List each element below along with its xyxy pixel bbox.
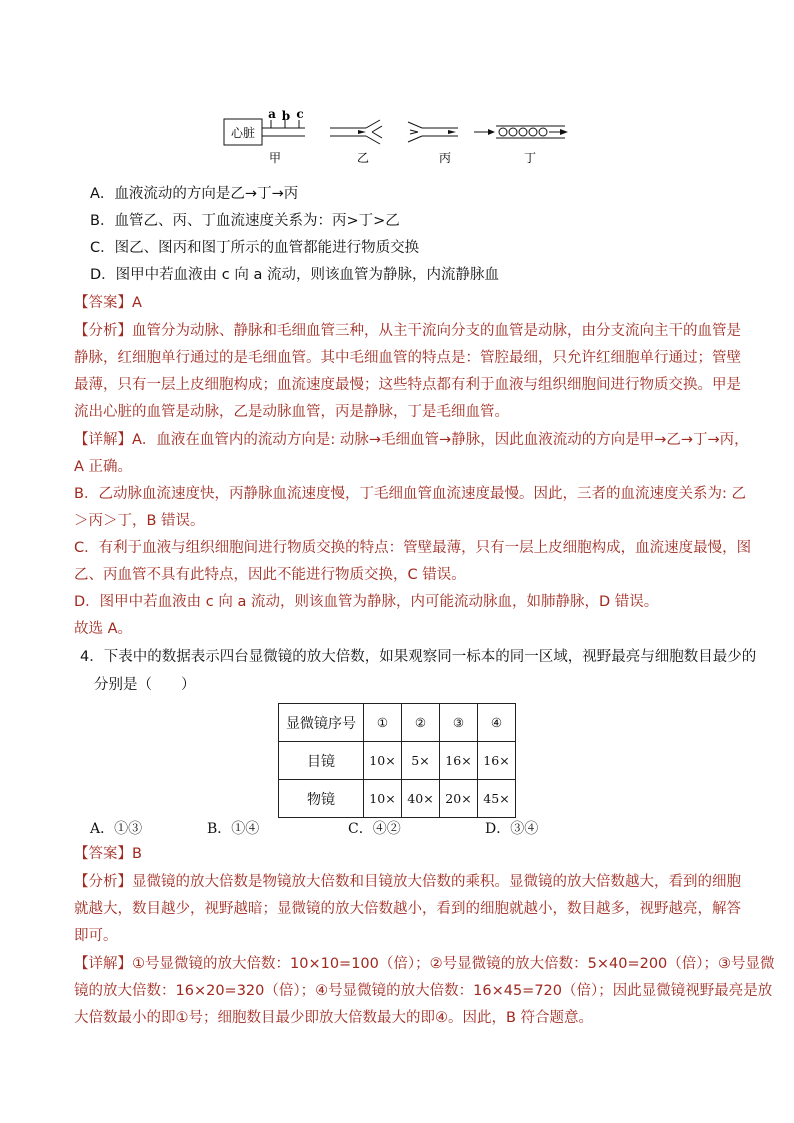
table-cell: 10× <box>364 780 402 818</box>
table-cell: 40× <box>402 780 440 818</box>
q4-analysis-line: 【分析】显微镜的放大倍数是物镜放大倍数和目镜放大倍数的乘积。显微镜的放大倍数越大，看到的细胞 <box>74 874 741 890</box>
table-cell: 10× <box>364 742 402 780</box>
table-header-cell: 显微镜序号 <box>279 704 364 742</box>
q4-stem: 分别是（ ） <box>94 677 196 693</box>
q3-detail-line: 乙、丙血管不具有此特点，因此不能进行物质交换，C 错误。 <box>74 567 466 583</box>
table-cell: 20× <box>440 780 478 818</box>
magnification-table <box>278 703 516 818</box>
q3-analysis-line: 最薄，只有一层上皮细胞构成；血流速度最慢；这些特点都有利于血液与组织细胞间进行物质交换。甲是 <box>74 377 741 393</box>
table-cell: 16× <box>478 742 516 780</box>
label-b: b <box>281 109 291 123</box>
q3-option-b: B．血管乙、丙、丁血流速度关系为：丙>丁>乙 <box>90 213 400 229</box>
q3-option-c: C．图乙、图丙和图丁所示的血管都能进行物质交换 <box>90 240 420 256</box>
q3-option-a: A．血液流动的方向是乙→丁→丙 <box>90 186 299 202</box>
table-cell: 45× <box>478 780 516 818</box>
q3-analysis-line: 静脉，红细胞单行通过的是毛细血管。其中毛细血管的特点是：管腔最细，只允许红细胞单行通过；管壁 <box>74 350 741 366</box>
q4-choice-d: D．③④ <box>485 821 539 837</box>
table-cell: 5× <box>402 742 440 780</box>
table-cell: 目镜 <box>279 742 364 780</box>
label-bing: 丙 <box>438 151 452 165</box>
q4-analysis-line: 即可。 <box>74 928 118 944</box>
q3-detail-line: ＞丙＞丁，B 错误。 <box>74 513 205 529</box>
q3-option-d: D．图甲中若血液由 c 向 a 流动，则该血管为静脉，内流静脉血 <box>90 267 499 283</box>
q4-detail-line: 【详解】①号显微镜的放大倍数：10×10=100（倍）；②号显微镜的放大倍数：5×40=200（倍）；③号显微 <box>74 956 775 972</box>
q3-detail-line: A 正确。 <box>74 459 133 475</box>
q3-answer: 【答案】A <box>74 295 142 311</box>
table-row <box>279 704 516 742</box>
q3-detail-line: C．有利于血液与组织细胞间进行物质交换的特点：管壁最薄，只有一层上皮细胞构成，血流速度最慢，图 <box>74 540 752 556</box>
q3-detail-line: D．图甲中若血液由 c 向 a 流动，则该血管为静脉，内可能流动脉血，如肺静脉，D 错误。 <box>74 594 659 610</box>
q4-detail-line: 镜的放大倍数：16×20=320（倍）；④号显微镜的放大倍数：16×45=720（倍）；因此显微镜视野最亮是放 <box>74 983 773 999</box>
label-ding: 丁 <box>523 151 537 165</box>
table-cell: 16× <box>440 742 478 780</box>
table-row <box>279 780 516 818</box>
table-header-cell: ④ <box>478 704 516 742</box>
q3-analysis-line: 流出心脏的血管是动脉，乙是动脉血管，丙是静脉，丁是毛细血管。 <box>74 404 509 420</box>
table-cell: 物镜 <box>279 780 364 818</box>
table-header-cell: ③ <box>440 704 478 742</box>
q3-analysis-line: 【分析】血管分为动脉、静脉和毛细血管三种，从主干流向分支的血管是动脉，由分支流向主干的血管是 <box>74 323 741 339</box>
heart-label: 心脏 <box>230 126 256 140</box>
q3-detail-line: B．乙动脉血流速度快，丙静脉血流速度慢，丁毛细血管血流速度最慢。因此，三者的血流速度关系为: 乙 <box>74 486 746 502</box>
label-a: a <box>268 107 276 121</box>
q3-detail-line: 【详解】A．血液在血管内的流动方向是: 动脉→毛细血管→静脉，因此血液流动的方向是甲→乙→丁→丙， <box>74 432 749 448</box>
q4-stem: 4．下表中的数据表示四台显微镜的放大倍数，如果观察同一标本的同一区域，视野最亮与细胞数目最少的 <box>80 649 757 665</box>
label-c: c <box>296 107 304 121</box>
q4-choice-b: B．①④ <box>207 821 260 837</box>
q4-answer: 【答案】B <box>74 846 142 862</box>
table-header-cell: ① <box>364 704 402 742</box>
q4-choice-a: A．①③ <box>90 821 143 837</box>
label-jia: 甲 <box>268 151 282 165</box>
q4-choice-c: C．④② <box>348 821 401 837</box>
q4-detail-line: 大倍数最小的即①号；细胞数目最少即放大倍数最大的即④。因此，B 符合题意。 <box>74 1010 594 1026</box>
q4-analysis-line: 就越大，数目越少，视野越暗；显微镜的放大倍数越小，看到的细胞就越小，数目越多，视野越亮，解答 <box>74 901 741 917</box>
label-yi: 乙 <box>356 151 370 165</box>
q3-detail-line: 故选 A。 <box>74 621 133 637</box>
table-row <box>279 742 516 780</box>
table-header-cell: ② <box>402 704 440 742</box>
